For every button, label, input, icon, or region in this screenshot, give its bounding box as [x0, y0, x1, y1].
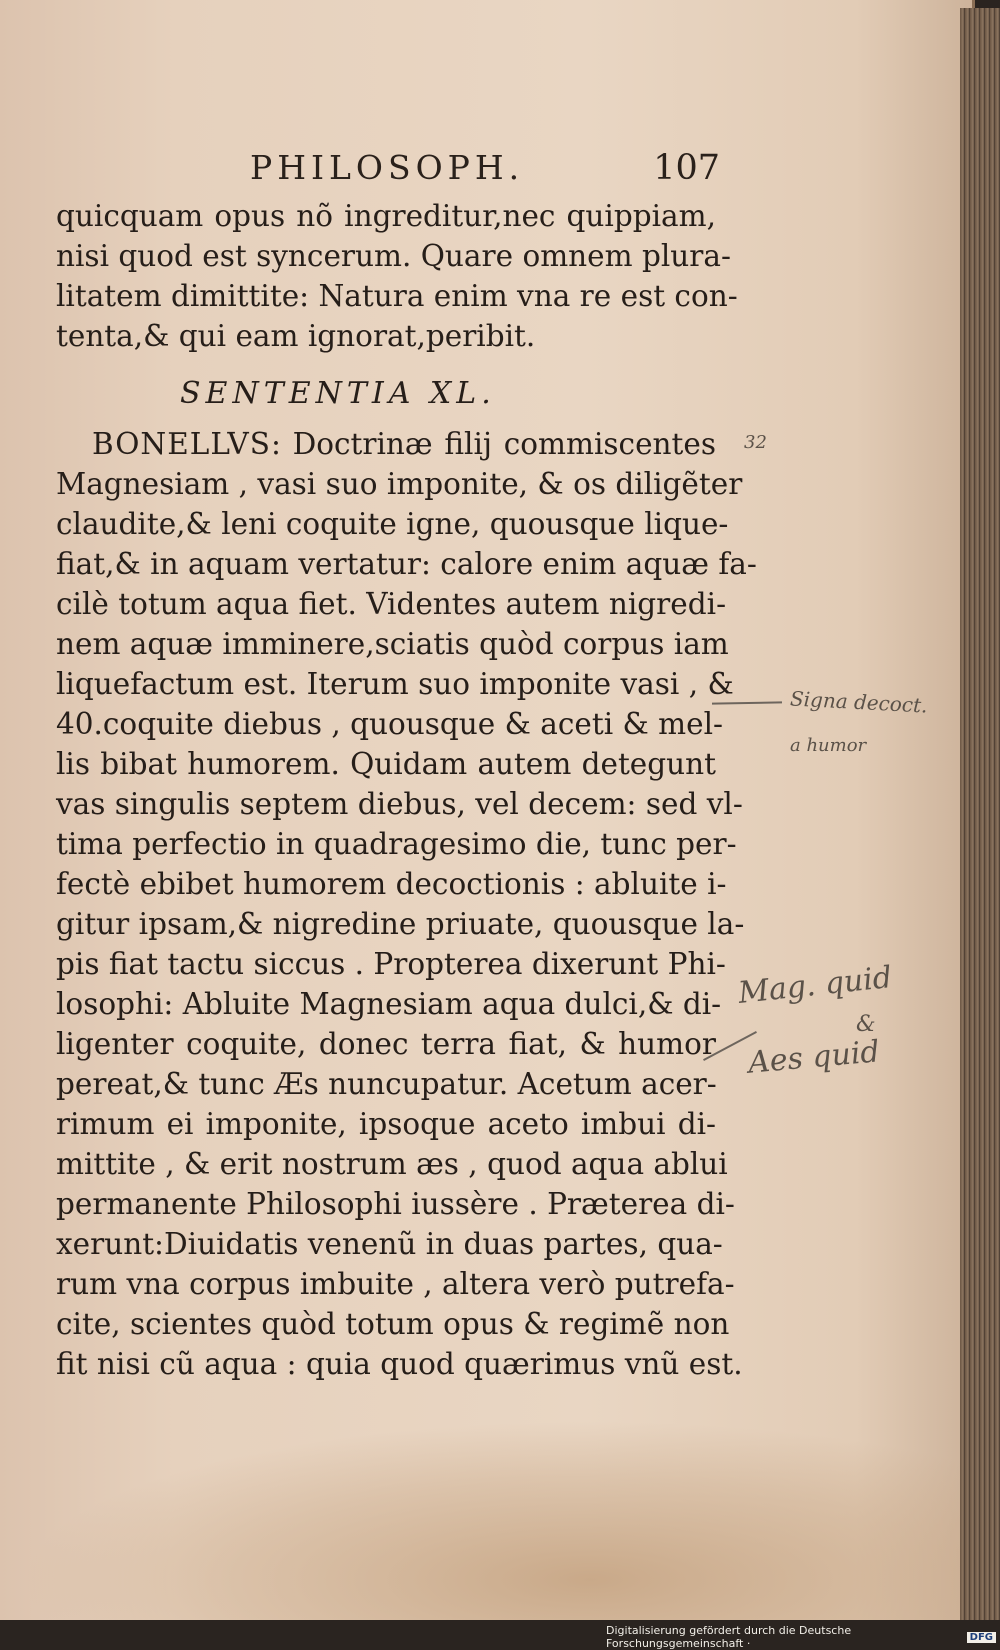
marginal-note-aes: Aes quid: [746, 1034, 881, 1081]
text-line: tenta,& qui eam ignorat,peribit.: [56, 319, 536, 353]
marginal-note-signa-1: Signa decoct.: [789, 686, 929, 718]
text-line: fit nisi cũ aqua : quia quod quærimus vnũ est.: [56, 1347, 743, 1381]
text-line: rum vna corpus imbuite , altera verò putrefa-: [56, 1267, 735, 1301]
text-line: fiat,& in aquam vertatur: calore enim aquæ fa-: [56, 547, 757, 581]
first-line-text: : Doctrinæ filij commiscentes: [270, 427, 716, 461]
text-line: quicquam opus nõ ingreditur,nec quippiam,: [56, 199, 716, 233]
page-edges: [960, 8, 1000, 1620]
text-line: cilè totum aqua fiet. Videntes autem nigredi-: [56, 587, 727, 621]
water-stain: [20, 1420, 970, 1620]
text-line: pereat,& tunc Æs nuncupatur. Acetum acer-: [56, 1067, 717, 1101]
marginal-note-and: &: [856, 1012, 876, 1037]
page-number: 107: [653, 148, 720, 188]
text-line: vas singulis septem diebus, vel decem: sed vl-: [56, 787, 743, 821]
marginal-rule: [712, 701, 782, 704]
section-heading: SENTENTIA XL.: [180, 376, 496, 411]
text-line: rimum ei imponite, ipsoque aceto imbui di-: [56, 1107, 716, 1141]
text-line: 40.coquite diebus , quousque & aceti & mel-: [56, 707, 723, 741]
text-line: gitur ipsam,& nigredine priuate, quousque la-: [56, 907, 745, 941]
text-line: ligenter coquite, donec terra fiat, & humor: [56, 1027, 716, 1061]
text-line: cite, scientes quòd totum opus & regimẽ non: [56, 1307, 730, 1341]
marginal-note-signa-2: a humor: [790, 735, 867, 756]
digitization-credit: [606, 1624, 996, 1650]
text-line: tima perfectio in quadragesimo die, tunc per-: [56, 827, 737, 861]
text-line: mittite , & erit nostrum æs , quod aqua ablui: [56, 1147, 728, 1181]
text-line: nem aquæ imminere,sciatis quòd corpus iam: [56, 627, 729, 661]
credit-text: Digitalisierung gefördert durch die Deutsche Forschungsgemeinschaft ·: [606, 1624, 852, 1650]
text-line: losophi: Abluite Magnesiam aqua dulci,& di-: [56, 987, 722, 1021]
text-line: Magnesiam , vasi suo imponite, & os diligẽter: [56, 467, 743, 501]
marginal-note-number: 32: [744, 432, 767, 453]
text-line: litatem dimittite: Natura enim vna re est con-: [56, 279, 738, 313]
text-line: nisi quod est syncerum. Quare omnem plura-: [56, 239, 731, 273]
text-line: xerunt:Diuidatis venenũ in duas partes, qua-: [56, 1227, 723, 1261]
text-line: permanente Philosophi iussère . Præterea di-: [56, 1187, 735, 1221]
text-line: claudite,& leni coquite igne, quousque lique-: [56, 507, 729, 541]
text-line: liquefactum est. Iterum suo imponite vasi , &: [56, 667, 734, 701]
text-line: lis bibat humorem. Quidam autem detegunt: [56, 747, 716, 781]
text-line-first: [56, 424, 716, 464]
page-header: [250, 148, 720, 190]
text-line: fectè ebibet humorem decoctionis : abluite i-: [56, 867, 727, 901]
dfg-logo: DFG: [967, 1632, 996, 1643]
speaker-name: BONELLVS: [92, 427, 271, 461]
marginal-note-mag: Mag. quid: [736, 960, 894, 1011]
text-line: pis fiat tactu siccus . Propterea dixerunt Phi-: [56, 947, 726, 981]
paragraph-1: [56, 196, 738, 356]
running-head: PHILOSOPH.: [250, 148, 525, 187]
